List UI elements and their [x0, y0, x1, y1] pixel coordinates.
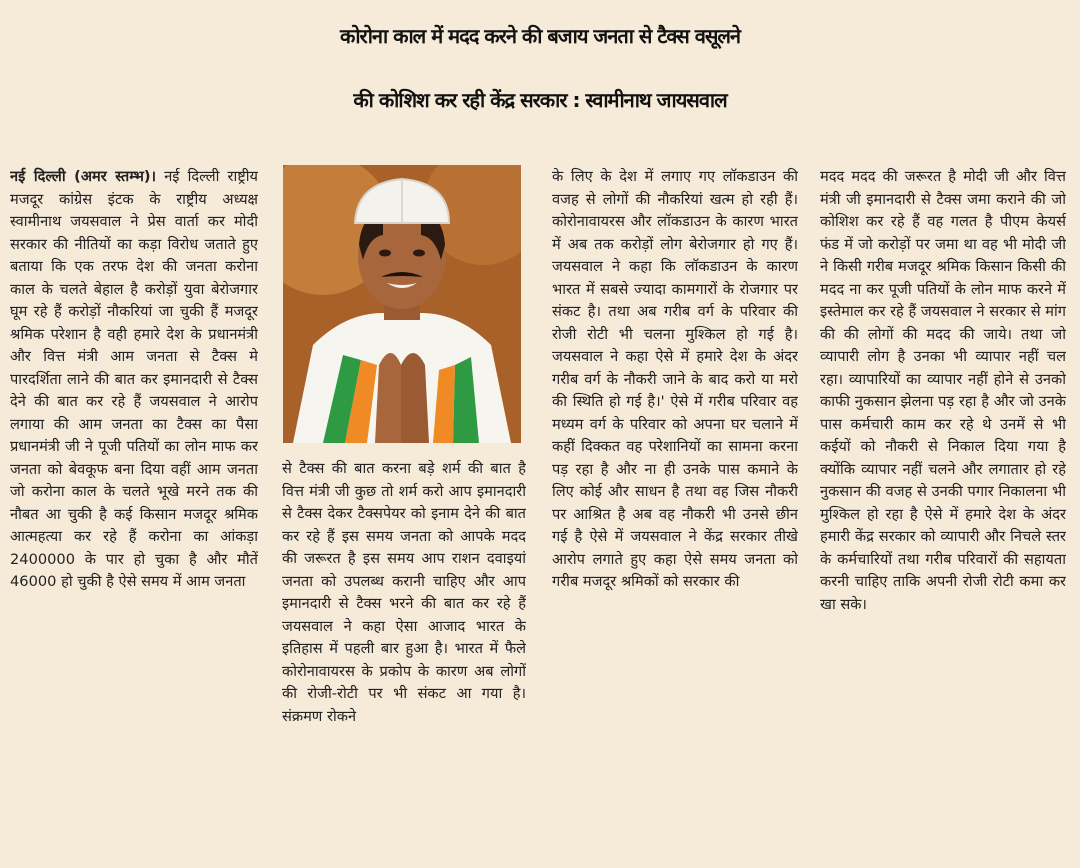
article-column-1-text: नई दिल्ली राष्ट्रीय मजदूर कांग्रेस इंटक के राष्ट्रीय अध्यक्ष स्वामीनाथ जयसवाल ने प्रेस वार्ता कर मोदी सरकार की नीतियों का कड़ा विरोध जताते हुए बताया कि एक तरफ देश की जनता करोना काल के चलते बेहाल है करोड़ों युवा बेरोजगार घूम रहे हैं करोड़ों नौकरियां जा चुकी हैं मजदूर श्रमिक परेशान है वही हमारे देश के प्रधानमंत्री और वित्त मंत्री आम जनता से टैक्स मे पारदर्शिता लाने की बात कर इमानदारी से टैक्स देने की बात कर रहे हैं जयसवाल ने आरोप लगाया की आम जनता का टैक्स का पैसा प्रधानमंत्री जी ने पूजी पतियों का लोन माफ कर जनता को बेवकूफ बना दिया वहीं आम जनता जो करोना काल के चलते भूखे मरने तक की नौबत आ चुकी है कई किसान मजदूर श्रमिक आत्महत्या कर रहे हैं करोना का आंकड़ा 2400000 के पार हो चुका है और मौतें 46000 हो चुकी है ऐसे समय में आम जनता [10, 168, 258, 590]
person-portrait-icon [283, 165, 521, 443]
headline-line-1: कोरोना काल में मदद करने की बजाय जनता से टैक्स वसूलने [339, 24, 740, 48]
article-column-2 [282, 458, 526, 860]
headline [8, 4, 1072, 132]
headline-line-2: की कोशिश कर रही केंद्र सरकार : स्वामीनाथ जायसवाल [353, 88, 727, 112]
article-column-4-text: मदद मदद की जरूरत है मोदी जी और वित्त मंत्री जी इमानदारी से टैक्स जमा कराने की जो कोशिश कर रहे हैं वह गलत है पीएम केयर्स फंड में जो करोड़ों पर जमा था वह भी मोदी जी ने किसी गरीब मजदूर श्रमिक किसान किसी की मदद ना कर पूजी पतियों के लोन माफ करने में इस्तेमाल कर रहे हैं जयसवाल ने सरकार से मांग की की लोगों की मदद की जाये। तथा जो व्यापारी लोग है उनका भी व्यापार नहीं चल रहा। व्यापारियों का व्यापार नहीं होने से उनको काफी नुकसान झेलना पड़ रहा है और जो उनके पास कर्मचारी काम कर रहे थे उनमें से भी कईयों को नौकरी से निकाल दिया गया है क्योंकि व्यापार नहीं चलने और लगातार हो रहे नुकसान की वजह से उनकी पगार निकालना भी मुश्किल हो रहा है ऐसे में हमारे देश के अंदर हमारी केंद्र सरकार को व्यापारी और निचले स्तर के कर्मचारियों तथा गरीब परिवारों की सहायता करनी चाहिए ताकि अपनी रोजी रोटी कमा कर खा सके। [820, 168, 1066, 613]
article-column-4 [820, 166, 1066, 860]
article-photo [283, 165, 521, 443]
article-column-2-text: से टैक्स की बात करना बड़े शर्म की बात है वित्त मंत्री जी कुछ तो शर्म करो आप इमानदारी से टैक्स देकर टैक्सपेयर को इनाम देने की बात कर रहे हैं इस समय जनता को आपके मदद की जरूरत है इस समय आप राशन दवाइयां जनता को उपलब्ध करानी चाहिए और आप इमानदारी से टैक्स भरने की बात कर रहे हैं जयसवाल ने कहा ऐसा आजाद भारत के इतिहास में पहली बार हुआ है। भारत में फैले कोरोनावायरस के प्रकोप के कारण अब लोगों की रोजी-रोटी पर भी संकट आ गया है। संक्रमण रोकने [282, 460, 526, 725]
article-column-3-text: के लिए के देश में लगाए गए लॉकडाउन की वजह से लोगों की नौकरियां खत्म हो रही हैं। कोरोनावायरस और लॉकडाउन के कारण भारत में अब तक करोड़ों लोग बेरोजगार हो गए हैं। जयसवाल ने कहा कि लॉकडाउन के कारण भारत में सबसे ज्यादा कामगारों के रोजगार पर संकट है। तथा अब गरीब वर्ग के परिवार की रोजी रोटी भी चलना मुश्किल हो गई है। जयसवाल ने कहा ऐसे में हमारे देश के अंदर गरीब वर्ग के नौकरी जाने के बाद करो या मरो की स्थिति हो गई है।' ऐसे में गरीब परिवार वह मध्यम वर्ग के परिवार को अपना घर चलाने में कहीं दिक्कत वह परेशानियों का सामना करना पड़ रहा है और ना ही उनके पास कमाने के लिए कोई और साधन है तथा वह जिस नौकरी पर आश्रित है अब वह नौकरी भी उनसे छीन गई है ऐसे में जयसवाल ने केंद्र सरकार तीखे आरोप लगाते हुए कहा ऐसे समय जनता को गरीब मजदूर श्रमिकों को सरकार की [552, 168, 798, 590]
article-column-3 [552, 166, 798, 860]
article-column-1 [10, 166, 258, 860]
dateline: नई दिल्ली (अमर स्तम्भ)। [10, 168, 157, 185]
